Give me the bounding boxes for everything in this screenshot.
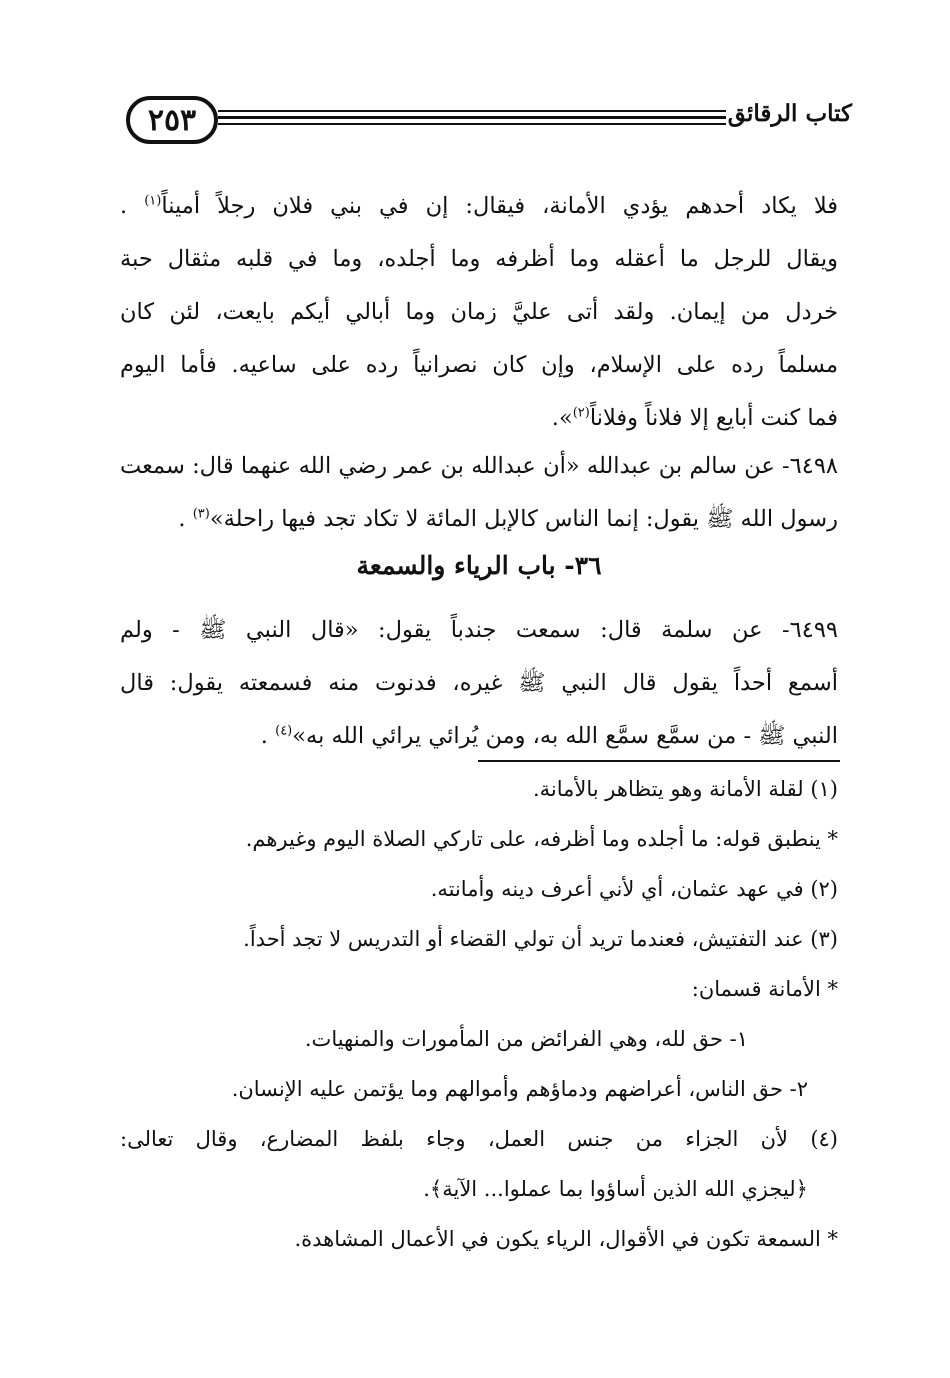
footnote-ref: (٤)	[275, 723, 293, 739]
text-line: خردل من إيمان. ولقد أتى عليَّ زمان وما أبالي أيكم بايعت، لئن كان	[120, 299, 838, 325]
text-line: ٦٤٩٨- عن سالم بن عبدالله «أن عبدالله بن عمر رضي الله عنهما قال: سمعت	[120, 453, 838, 479]
text-line: النبي ﷺ - من سمَّع سمَّع الله به، ومن يُرائي يرائي الله به»$^{(٤)}$ .	[260, 723, 838, 749]
hadith-6499	[120, 604, 838, 763]
page-number-badge	[126, 96, 218, 144]
footnote-line: ٢- حق الناس، أعراضهم ودماؤهم وأموالهم وما يؤتمن عليه الإنسان.	[231, 1077, 808, 1101]
header-rule	[218, 110, 726, 112]
header-rule	[218, 123, 726, 125]
text-line: فما كنت أبايع إلا فلاناً وفلاناً$^{(٢)}$».	[551, 405, 838, 431]
footnote-line: (٣) عند التفتيش، فعندما تريد أن تولي القضاء أو التدريس لا تجد أحداً.	[243, 927, 838, 951]
text-line: ويقال للرجل ما أعقله وما أظرفه وما أجلده، وما في قلبه مثقال حبة	[120, 246, 838, 272]
text-line: ٦٤٩٩- عن سلمة قال: سمعت جندباً يقول: «قال النبي ﷺ - ولم	[120, 617, 838, 643]
footnote-line: (١) لقلة الأمانة وهو يتظاهر بالأمانة.	[532, 777, 838, 801]
hadith-6498	[120, 440, 838, 546]
footnote-line: ١- حق لله، وهي الفرائض من المأمورات والمنهيات.	[304, 1027, 748, 1051]
footnote-line: * ينطبق قوله: ما أجلده وما أظرفه، على تاركي الصلاة اليوم وغيرهم.	[245, 827, 838, 851]
text-line: مسلماً رده على الإسلام، وإن كان نصرانياً رده على ساعيه. فأما اليوم	[120, 352, 838, 378]
footnote-ref: (١)	[144, 193, 162, 209]
footnote-line: ﴿ليجزي الله الذين أساؤوا بما عملوا... الآية﴾.	[423, 1177, 808, 1201]
text-line: أسمع أحداً يقول قال النبي ﷺ غيره، فدنوت منه فسمعته يقول: قال	[120, 670, 838, 696]
footnotes	[120, 764, 838, 1264]
footnote-line: (٢) في عهد عثمان، أي لأني أعرف دينه وأمانته.	[430, 877, 838, 901]
footnote-ref: (٢)	[572, 405, 590, 421]
footnote-ref: (٣)	[192, 506, 210, 522]
book-title: كتاب الرقائق	[727, 100, 852, 127]
header-rule	[218, 116, 726, 119]
page-header	[126, 96, 852, 148]
text-line: رسول الله ﷺ يقول: إنما الناس كالإبل المائة لا تكاد تجد فيها راحلة»$^{(٣)}$ .	[178, 506, 838, 532]
paragraph-continuation	[120, 180, 838, 445]
page-number: ٢٥٣	[147, 102, 197, 138]
footnote-line: * الأمانة قسمان:	[691, 977, 838, 1001]
chapter-heading: ٣٦- باب الرياء والسمعة	[356, 551, 602, 580]
footnote-line: * السمعة تكون في الأقوال، الرياء يكون في الأعمال المشاهدة.	[294, 1227, 838, 1251]
footnote-divider	[478, 760, 840, 762]
footnote-line: (٤) لأن الجزاء من جنس العمل، وجاء بلفظ المضارع، وقال تعالى:	[120, 1127, 838, 1151]
text-line: فلا يكاد أحدهم يؤدي الأمانة، فيقال: إن في بني فلان رجلاً أميناً$^{(١)}$ .	[120, 193, 839, 219]
